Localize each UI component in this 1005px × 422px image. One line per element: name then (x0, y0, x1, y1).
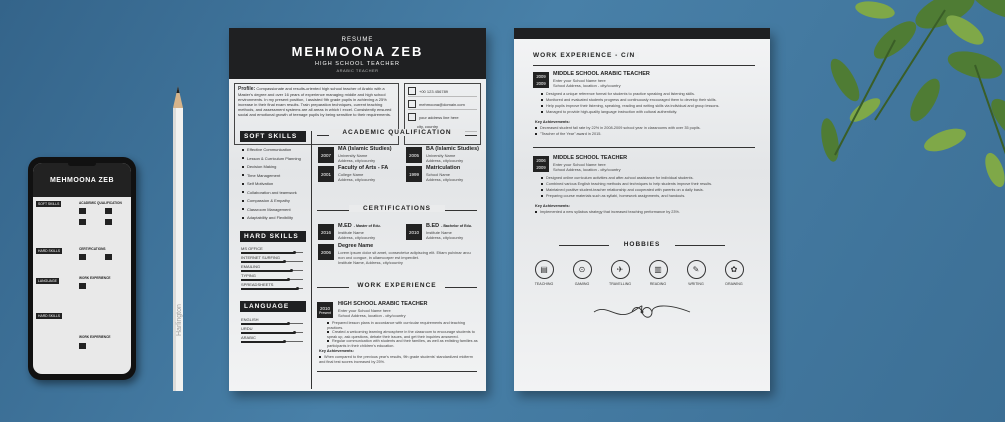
soft-skills-title: SOFT SKILLS (240, 131, 306, 142)
academic-line1: College Name (338, 172, 364, 177)
phone-certifications: CERTIFICATIONS (79, 247, 106, 251)
hard-skill-dot (296, 287, 299, 290)
cert-name: M.ED (338, 223, 352, 229)
job-achievement: Implemented a new syllabus strategy that increased teaching performance by 23%. (535, 210, 755, 215)
cert-line1: Institute Name (426, 230, 452, 235)
work-bullet: Regular communication with students and their families, as well as enlisting families as participants in their children's education. (327, 339, 478, 348)
work-school: Enter your School Name here (338, 308, 391, 313)
divider (317, 371, 477, 372)
phone-work-2: WORK EXPERIENCE (79, 335, 111, 339)
cert-line1: Institute Name (338, 230, 364, 235)
soft-skill-item: Adaptability and Flexibility (242, 215, 293, 220)
work-bullet: Created a welcoming learning atmosphere in the classroom to encourage students to speak up, ask questions, debate their issues, and get their inquiries answered. (327, 330, 479, 340)
resume-back-page (514, 28, 770, 391)
teaching-icon: ▤ (535, 260, 554, 279)
work-continued-title: WORK EXPERIENCE - C/N (533, 52, 639, 59)
profile-label: Profile: (238, 86, 256, 92)
hard-skill-name: MS OFFICE (241, 246, 263, 251)
smartphone (28, 157, 136, 380)
academic-line1: University Name (338, 153, 368, 158)
ornament-flourish (592, 303, 692, 321)
job-year-box (533, 72, 549, 88)
work-title: HIGH SCHOOL ARABIC TEACHER (338, 301, 428, 307)
contact-city-value: city, country (417, 123, 439, 129)
hard-skill-dot (293, 251, 296, 254)
job-bullet: Managed to provide high-quality language instruction with cultural authenticity. (541, 110, 756, 115)
hobby-label: READING (649, 282, 667, 286)
work-experience-title: WORK EXPERIENCE (349, 282, 445, 289)
job-achievement: "Teacher of the Year" award in 2015. (535, 132, 755, 137)
cert-suffix: - Bachelor of Edu. (441, 224, 472, 228)
academic-title: Matriculation (426, 165, 461, 171)
phone-year-block (79, 208, 86, 214)
contact-phone (408, 86, 477, 97)
phone-academic: ACADEMIC QUALIFICATION (79, 201, 122, 205)
soft-skill-item: Classroom Management (242, 207, 291, 212)
hard-skill-name: SPREADSHEETS (241, 282, 274, 287)
soft-skill-item: Compassion & Empathy (242, 198, 290, 203)
language-name: URDU (241, 326, 253, 331)
contact-email-value: mehmoona@domain.com (419, 101, 465, 107)
hobby-item (647, 260, 669, 286)
cert-year: 2010 (406, 224, 422, 240)
job-bullet: Help pupils improve their listening, speaking, reading and writing skills via individual and group lessons. (541, 104, 756, 109)
location-icon (408, 113, 416, 121)
phone-work: WORK EXPERIENCE (79, 276, 111, 280)
language-dot (293, 331, 296, 334)
phone-soft-skills: SOFT SKILLS (38, 202, 60, 206)
hard-skill-fill (241, 261, 284, 263)
job-year-start: 2009 (536, 74, 546, 79)
work-achievements-label: Key Achievements: (319, 349, 354, 353)
soft-skill-item: Self Motivation (242, 181, 273, 186)
language-fill (241, 332, 294, 334)
hard-skill-fill (241, 288, 297, 290)
cert-year: 2016 (318, 224, 334, 240)
job-bullet: Maintained positive student-teacher relationship and cooperated with parents on a daily basis. (541, 188, 756, 193)
phone-hard-skills-2: HARD SKILLS (38, 314, 61, 318)
phone-year-block (105, 254, 112, 260)
contact-email (408, 99, 477, 110)
work-achievement: When compared to the previous year's results, 9th grade students' standardized midterm and final test scores increased by 25%. (319, 355, 479, 365)
academic-title: ACADEMIC QUALIFICATION (329, 129, 465, 136)
soft-skill-item: Lesson & Curriculum Planning (242, 156, 301, 161)
academic-year: 2005 (406, 147, 422, 163)
palette-icon: ✿ (725, 260, 744, 279)
phone-year-block (79, 283, 86, 289)
hobby-item (685, 260, 707, 286)
cert-year: 2006 (318, 244, 334, 260)
phone-year-block (105, 208, 112, 214)
language-fill (241, 341, 284, 343)
hard-skill-dot (290, 269, 293, 272)
hard-skill-name: TYPING (241, 273, 256, 278)
cert-name: B.ED (426, 223, 440, 229)
hard-skill-fill (241, 279, 288, 281)
job-bullet: Designed a unique reference format for students to practice speaking and listening skills. (541, 92, 756, 97)
language-name: ARABIC (241, 335, 256, 340)
hobbies-title: HOBBIES (623, 241, 661, 248)
cert-name: Degree Name (338, 243, 374, 249)
hobby-item (723, 260, 745, 286)
gamepad-icon: ⊙ (573, 260, 592, 279)
hard-skill-fill (241, 252, 294, 254)
phone-year-block (105, 219, 112, 225)
job-bullet: Preparing course materials such as syllabi, homework assignments, and handouts. (541, 194, 756, 199)
hobby-label: GAMING (574, 282, 590, 286)
hobby-item (609, 260, 631, 286)
travel-icon: ✈ (611, 260, 630, 279)
language-name: ENGLISH (241, 317, 259, 322)
column-divider (311, 131, 312, 389)
job-title: HIGH SCHOOL TEACHER (314, 61, 400, 67)
job-title: MIDDLE SCHOOL TEACHER (553, 155, 628, 161)
phone-resume-name: MEHMOONA ZEB (33, 163, 131, 197)
job-year-end: 2009 (536, 81, 546, 86)
phone-icon (408, 87, 416, 95)
divider (533, 147, 755, 148)
academic-line2: Address, city/country (338, 177, 376, 182)
work-year-box (317, 302, 333, 318)
job-address: School Address, location - city/country (553, 83, 621, 88)
job-title: MIDDLE SCHOOL ARABIC TEACHER (553, 71, 650, 77)
language-title: LANGUAGE (240, 301, 306, 312)
job-year-box (533, 156, 549, 172)
hobby-label: TRAVELLING (609, 282, 632, 286)
contact-phone-value: +00 123 456789 (419, 88, 449, 94)
academic-line2: Address, city/country (426, 158, 464, 163)
academic-year: 1999 (406, 166, 422, 182)
job-achievement: Decreased student fail rate by 22% in 2008-2009 school year in classrooms with over 35 pupils. (535, 126, 755, 131)
resume-label: RESUME (341, 37, 374, 43)
soft-skill-item: Decision Making (242, 164, 276, 169)
book-icon: ▥ (649, 260, 668, 279)
job-school: Enter your School Name here (553, 162, 606, 167)
language-dot (287, 322, 290, 325)
cert-title (338, 243, 375, 249)
work-bullet: Prepared lesson plans in accordance with curricular requirements and teaching practices. (327, 321, 479, 331)
email-icon (408, 100, 416, 108)
phone-notch (68, 161, 96, 166)
job-achievements-label: Key Achievements: (535, 204, 570, 208)
job-address: School Address, location - city/country (553, 167, 621, 172)
phone-hard-skills: HARD SKILLS (38, 249, 61, 253)
phone-language: LANGUAGE (38, 279, 57, 283)
job-year-start: 2006 (536, 158, 546, 163)
language-dot (283, 340, 286, 343)
hobbies-rule-right (675, 245, 725, 246)
job-year-end: 2009 (536, 165, 546, 170)
hard-skill-name: INTERNET SURFING (241, 255, 281, 260)
job-subtitle: ARABIC TEACHER (336, 68, 379, 73)
resume-header (229, 28, 486, 79)
job-bullet: Combined various English teaching methods and techniques to help students improve their results. (541, 182, 756, 187)
academic-line1: School Name (426, 172, 451, 177)
divider (533, 65, 755, 66)
soft-skill-item: Time Management (242, 173, 280, 178)
hard-skills-title: HARD SKILLS (240, 231, 306, 242)
phone-year-block (79, 219, 86, 225)
job-achievements-label: Key Achievements: (535, 120, 570, 124)
phone-screen (33, 163, 131, 374)
academic-line1: University Name (426, 153, 456, 158)
cert-line2: Institute Name, Address, city/country (338, 260, 403, 265)
academic-line2: Address, city/country (426, 177, 464, 182)
hobby-item (571, 260, 593, 286)
job-bullet: Monitored and evaluated students progress and continuously encouraged them to develop their skills. (541, 98, 756, 103)
language-fill (241, 323, 288, 325)
hobbies-rule-left (559, 245, 609, 246)
cert-line1: Lorem ipsum dolor sit amet, consectetur adipiscing elit. Etiam pulvinar arcu non orci congue, in ullamcorper est imperdiet. (338, 250, 471, 260)
hobby-label: WRITING (688, 282, 704, 286)
job-school: Enter your School Name here (553, 78, 606, 83)
academic-year: 2007 (318, 147, 334, 163)
cert-title (426, 223, 472, 229)
work-address: School Address, location - city/country (338, 313, 406, 318)
hard-skill-name: EMAILING (241, 264, 261, 269)
profile-text: Compassionate and results-oriented high school teacher of Arabic with a Master's degree and over 16 years of experience managing middle and high school environments. In my present position, I assisted 9th grade pupils in achieving a 25% increase in their final exam results. Train preparation techniques, current teaching methods, and assessment systems are all areas in which I excel. Consistently ensured social and emotional growth of teenage pupils by being sensitive to their requirements. (238, 86, 392, 117)
hard-skill-dot (283, 260, 286, 263)
header-strip (514, 28, 770, 39)
academic-title: BA (Islamic Studies) (426, 146, 479, 152)
cert-title (338, 223, 381, 229)
hard-skill-dot (287, 278, 290, 281)
job-bullet: Designed online curriculum activities and after-school assistance for individual students. (541, 176, 756, 181)
academic-year: 2001 (318, 166, 334, 182)
cert-suffix: - Master of Edu. (353, 224, 381, 228)
academic-title: MA (Islamic Studies) (338, 146, 392, 152)
hard-skill-fill (241, 270, 291, 272)
certifications-title: CERTIFICATIONS (349, 205, 445, 212)
academic-title: Faculty of Arts - FA (338, 165, 389, 171)
work-year-present: Present (318, 310, 332, 315)
pencil-brand: Harlington (176, 304, 183, 336)
pen-icon: ✎ (687, 260, 706, 279)
hobby-label: TEACHING (534, 282, 554, 286)
academic-line2: Address, city/country (338, 158, 376, 163)
cert-line2: Address, city/country (338, 235, 376, 240)
work-year: 2010 (319, 305, 330, 311)
contact-address-value: your address line here (419, 114, 459, 120)
pencil (170, 86, 186, 391)
soft-skill-item: Collaboration and teamwork (242, 190, 297, 195)
candidate-name: MEHMOONA ZEB (291, 44, 424, 59)
phone-year-block (79, 254, 86, 260)
cert-line2: Address, city/country (426, 235, 464, 240)
hobby-label: DRAWING (725, 282, 743, 286)
hobby-item (533, 260, 555, 286)
soft-skill-item: Effective Communication (242, 147, 291, 152)
resume-front-page (229, 28, 486, 391)
phone-year-block (79, 343, 86, 349)
